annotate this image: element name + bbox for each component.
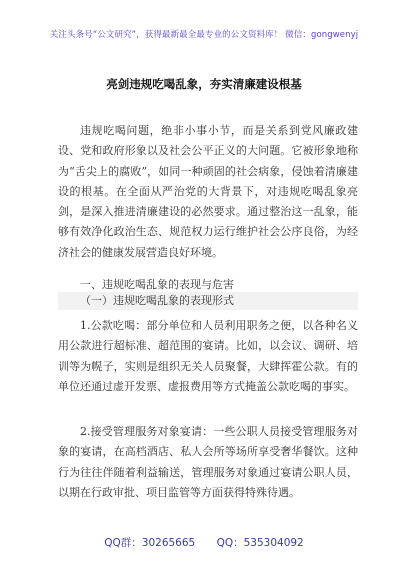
header-banner: 关注头条号“公文研究”，获得最新最全最专业的公文资料库！ 微信：gongwenyj [49,30,359,40]
item-2-paragraph [58,422,358,503]
intro-paragraph [58,121,358,263]
footer-qq-group: QQ群：30265665 [104,537,196,549]
item-1-paragraph [58,316,358,397]
document-title: 亮剑违规吃喝乱象，夯实清廉建设根基 [106,77,302,91]
footer-qq: QQ：535304092 [216,537,304,549]
subsection-heading: （一）违规吃喝乱象的表现形式 [58,292,358,310]
intro-text: 违规吃喝问题，绝非小事小节，而是关系到党风廉政建设、党和政府形象以及社会公平正义的大问题。它被形象地称为“舌尖上的腐败”，如同一种顽固的社会病象，侵蚀着清廉建设的根基。在全面从严治党的大背景下，对违规吃喝乱象亮剑，是深入推进清廉建设的必然要求。通过整治这一乱象，能够有效净化政治生态、规范权力运行维护社会公序良俗，为经济社会的健康发展营造良好环境。 [58,124,358,259]
footer-contact [0,535,408,550]
item-1-text: 1.公款吃喝：部分单位和人员利用职务之便，以各种名义用公款进行超标准、超范围的宴请。比如，以会议、调研、培训等为幌子，实则是组织无关人员聚餐，大肆挥霍公款。有的单位还通过虚开发票、虚报费用等方式掩盖公款吃喝的事实。 [58,319,358,393]
item-2-text: 2.接受管理服务对象宴请：一些公职人员接受管理服务对象的宴请，在高档酒店、私人会所等场所享受奢华餐饮。这种行为往往伴随着利益输送，管理服务对象通过宴请公职人员，以期在行政审批、项目监管等方面获得特殊待遇。 [58,425,358,499]
section-heading: 一、违规吃喝乱象的表现与危害 [80,278,234,291]
